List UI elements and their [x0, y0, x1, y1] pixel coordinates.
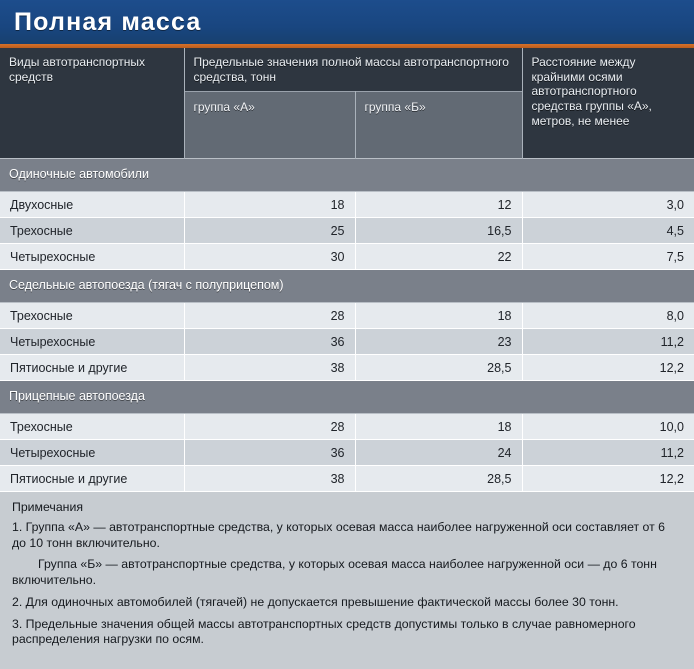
table-row — [0, 303, 694, 329]
cell-group-a: 28 — [184, 414, 355, 440]
vehicle-mass-table — [0, 48, 694, 492]
note-item-3: 2. Для одиночных автомобилей (тягачей) не допускается превышение фактической массы более 30 тонн. — [12, 594, 619, 609]
cell-group-b: 24 — [355, 440, 522, 466]
cell-group-b: 28,5 — [355, 466, 522, 492]
note-item-2: Группа «Б» — автотранспортные средства, у которых осевая масса наиболее нагруженной оси — до 6 тонн включительно. — [12, 557, 657, 588]
table-head — [0, 48, 694, 159]
cell-distance: 8,0 — [522, 303, 694, 329]
cell-group-b: 28,5 — [355, 355, 522, 381]
row-label: Пятиосные и другие — [0, 466, 184, 492]
cell-group-a: 18 — [184, 192, 355, 218]
cell-distance: 12,2 — [522, 466, 694, 492]
table-row — [0, 466, 694, 492]
cell-distance: 11,2 — [522, 329, 694, 355]
header-axle-distance: Расстояние между крайними осями автотранспортного средства группы «А», метров, не менее — [522, 48, 694, 159]
subheader-group-b: группа «Б» — [355, 92, 522, 159]
cell-distance: 10,0 — [522, 414, 694, 440]
cell-group-a: 30 — [184, 244, 355, 270]
section-header-row — [0, 159, 694, 192]
page-title: Полная масса — [14, 7, 202, 36]
cell-group-a: 38 — [184, 355, 355, 381]
row-label: Четырехосные — [0, 244, 184, 270]
section-title: Прицепные автопоезда — [0, 381, 694, 414]
cell-distance: 3,0 — [522, 192, 694, 218]
section-header-row — [0, 270, 694, 303]
table-body — [0, 159, 694, 492]
title-bar — [0, 0, 694, 44]
cell-group-a: 36 — [184, 440, 355, 466]
table-row — [0, 355, 694, 381]
subheader-group-a: группа «А» — [184, 92, 355, 159]
row-label: Четырехосные — [0, 329, 184, 355]
cell-group-a: 28 — [184, 303, 355, 329]
table-row — [0, 218, 694, 244]
notes-section — [0, 492, 694, 664]
note-item-1: 1. Группа «А» — автотранспортные средства, у которых осевая масса наиболее нагруженной оси составляет от 6 до 10 тонн включительно. — [12, 519, 666, 550]
section-title: Седельные автопоезда (тягач с полуприцепом) — [0, 270, 694, 303]
row-label: Пятиосные и другие — [0, 355, 184, 381]
cell-distance: 12,2 — [522, 355, 694, 381]
cell-group-b: 18 — [355, 303, 522, 329]
cell-group-b: 12 — [355, 192, 522, 218]
header-row-main — [0, 48, 694, 92]
row-label: Трехосные — [0, 414, 184, 440]
table-row — [0, 440, 694, 466]
table-row — [0, 414, 694, 440]
section-title: Одиночные автомобили — [0, 159, 694, 192]
row-label: Двухосные — [0, 192, 184, 218]
table-row — [0, 244, 694, 270]
table-row — [0, 329, 694, 355]
cell-group-b: 23 — [355, 329, 522, 355]
note-item-4: 3. Предельные значения общей массы автотранспортных средств допустимы только в случае равномерного распределения нагрузки по осям. — [12, 616, 636, 647]
cell-group-a: 38 — [184, 466, 355, 492]
cell-distance: 4,5 — [522, 218, 694, 244]
row-label: Четырехосные — [0, 440, 184, 466]
cell-distance: 7,5 — [522, 244, 694, 270]
row-label: Трехосные — [0, 303, 184, 329]
cell-group-b: 18 — [355, 414, 522, 440]
cell-group-a: 25 — [184, 218, 355, 244]
cell-group-a: 36 — [184, 329, 355, 355]
section-header-row — [0, 381, 694, 414]
notes-heading: Примечания — [12, 500, 83, 515]
cell-group-b: 16,5 — [355, 218, 522, 244]
header-vehicle-types: Виды автотранспортных средств — [0, 48, 184, 159]
cell-distance: 11,2 — [522, 440, 694, 466]
cell-group-b: 22 — [355, 244, 522, 270]
row-label: Трехосные — [0, 218, 184, 244]
table-row — [0, 192, 694, 218]
header-mass-limits: Предельные значения полной массы автотранспортного средства, тонн — [184, 48, 522, 92]
